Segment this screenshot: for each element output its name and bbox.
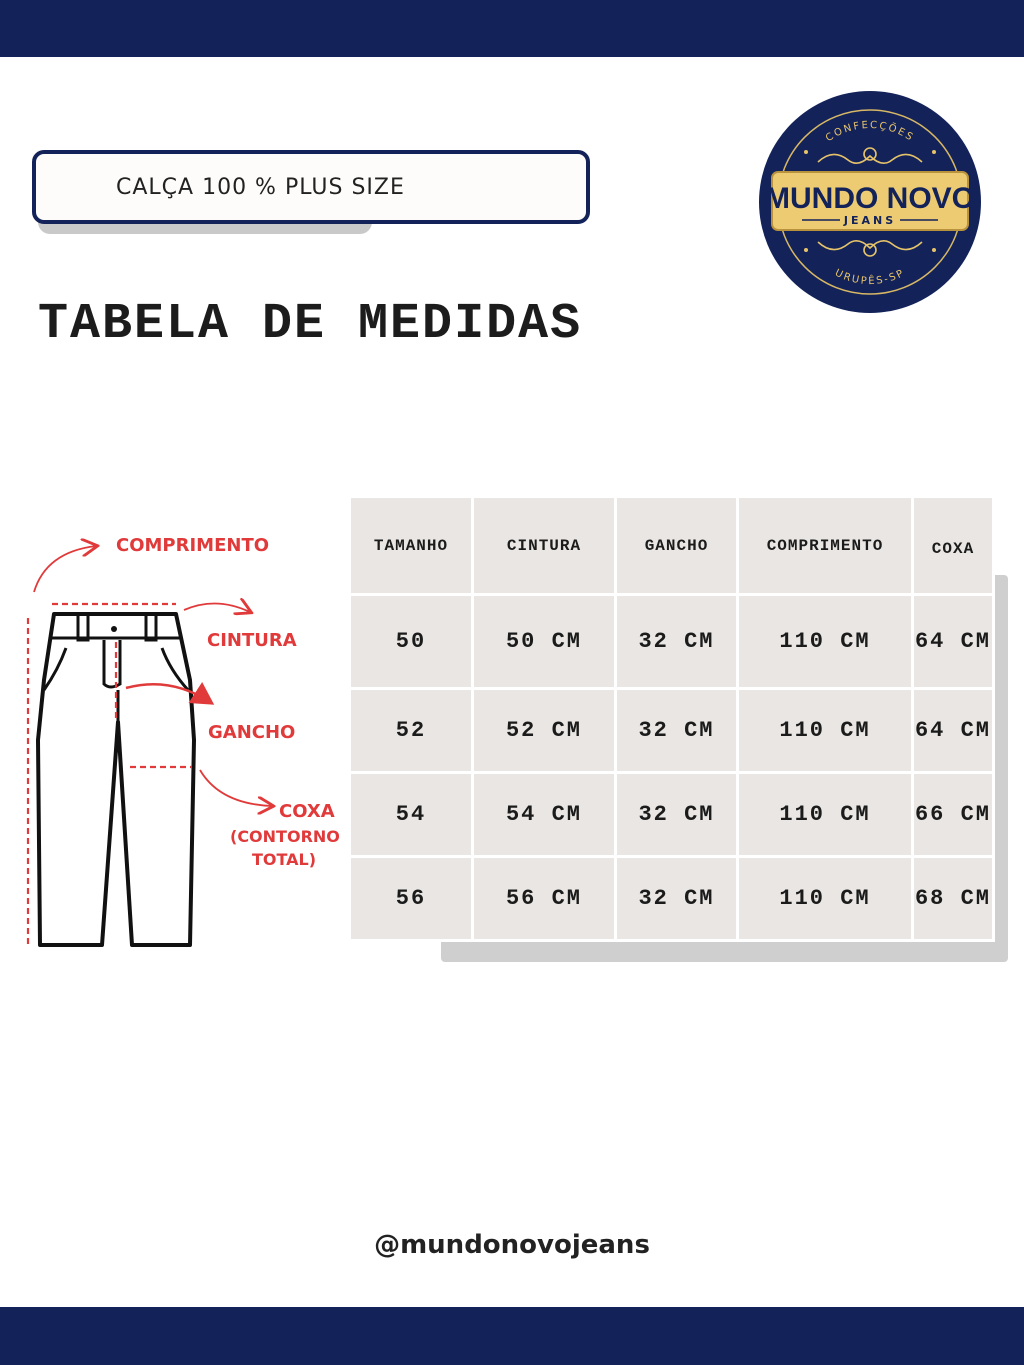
label-coxa-note-1: (CONTORNO — [230, 827, 340, 846]
cell-size: 52 — [351, 690, 474, 774]
cell-gancho: 32 CM — [617, 596, 739, 690]
bottom-band — [0, 1307, 1024, 1365]
label-coxa-note-2: TOTAL) — [251, 850, 317, 869]
table-header-row — [351, 498, 995, 596]
cell-cintura: 54 CM — [474, 774, 617, 858]
label-comprimento: COMPRIMENTO — [116, 535, 270, 556]
cell-size: 56 — [351, 858, 474, 942]
table-row — [351, 858, 995, 942]
product-label-box — [32, 150, 590, 224]
cell-coxa: 64 CM — [914, 596, 995, 690]
cell-gancho: 32 CM — [617, 774, 739, 858]
cell-coxa: 68 CM — [914, 858, 995, 942]
pants-diagram — [0, 520, 345, 970]
cell-gancho: 32 CM — [617, 858, 739, 942]
table-row — [351, 774, 995, 858]
size-table — [351, 498, 995, 942]
page-title: TABELA DE MEDIDAS — [38, 296, 583, 353]
header-tamanho: TAMANHO — [351, 498, 474, 596]
pants-icon — [0, 520, 345, 970]
cell-comprimento: 110 CM — [739, 690, 914, 774]
cell-coxa: 64 CM — [914, 690, 995, 774]
top-band — [0, 0, 1024, 57]
instagram-handle: @mundonovojeans — [374, 1230, 650, 1260]
cell-cintura: 50 CM — [474, 596, 617, 690]
cell-comprimento: 110 CM — [739, 596, 914, 690]
label-coxa: COXA — [279, 801, 335, 822]
cell-comprimento: 110 CM — [739, 774, 914, 858]
cell-cintura: 56 CM — [474, 858, 617, 942]
header-cintura: CINTURA — [474, 498, 617, 596]
logo-bottom-text: URUPÊS-SP — [833, 267, 907, 288]
cell-coxa: 66 CM — [914, 774, 995, 858]
header-coxa: COXA — [914, 498, 995, 596]
header-comprimento: COMPRIMENTO — [739, 498, 914, 596]
logo-sub: JEANS — [843, 214, 897, 227]
table-row — [351, 596, 995, 690]
cell-gancho: 32 CM — [617, 690, 739, 774]
product-label: CALÇA 100 % PLUS SIZE — [116, 174, 405, 200]
logo-brand: MUNDO NOVO — [765, 182, 975, 215]
table-row — [351, 690, 995, 774]
cell-size: 54 — [351, 774, 474, 858]
cell-cintura: 52 CM — [474, 690, 617, 774]
label-gancho: GANCHO — [208, 722, 296, 743]
cell-size: 50 — [351, 596, 474, 690]
cell-comprimento: 110 CM — [739, 858, 914, 942]
mundo-novo-logo — [758, 90, 982, 314]
logo-top-text: CONFECÇÕES — [823, 119, 917, 145]
label-cintura: CINTURA — [207, 630, 297, 651]
header-gancho: GANCHO — [617, 498, 739, 596]
